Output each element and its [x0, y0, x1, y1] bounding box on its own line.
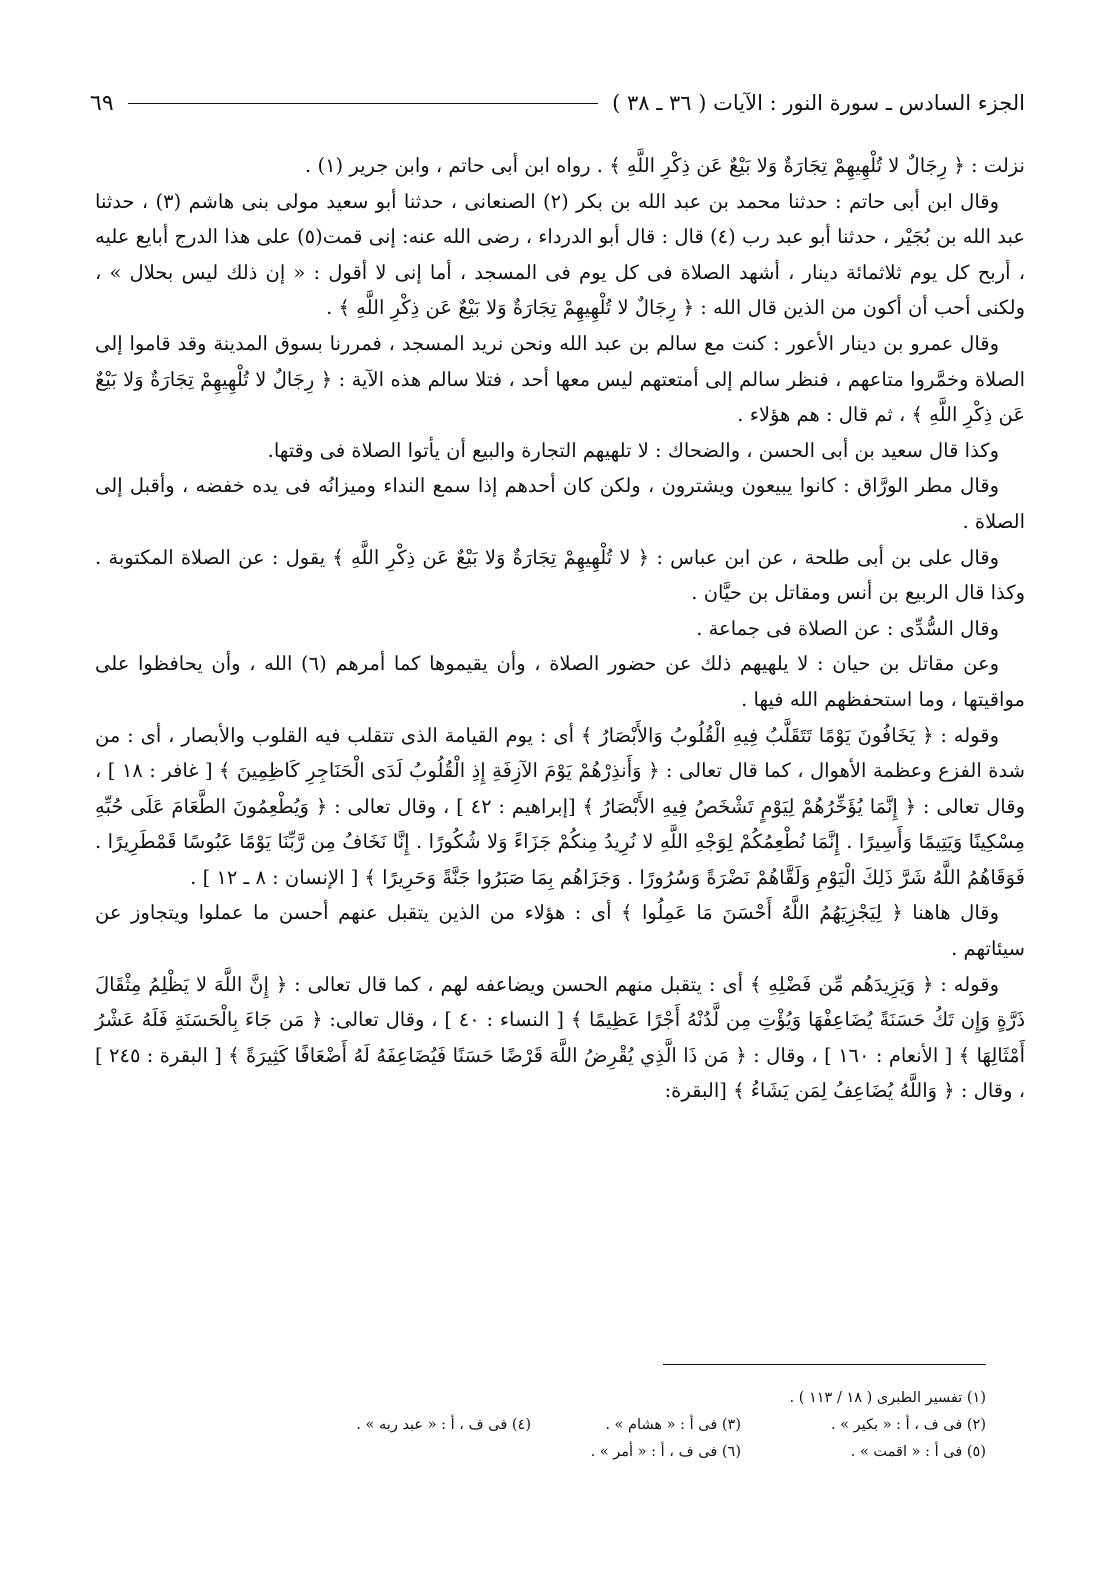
header-rule — [128, 103, 598, 104]
footnote-2: (٢) فى ف ، أ : « بكير » . — [830, 1417, 986, 1433]
page-number: ٦٩ — [90, 90, 114, 116]
running-header — [90, 86, 1025, 120]
paragraph: وقال عمرو بن دينار الأعور : كنت مع سالم بن عبد الله ونحن نريد المسجد ، فمررنا بسوق المدينة وقد قاموا إلى الصلاة وخمَّروا متاعهم ، فنظر سالم إلى أمتعتهم ليس معها أحد ، فتلا سالم هذه الآية : ﴿ رِجَالٌ لا تُلْهِيهِمْ تِجَارَةٌ وَلا بَيْعٌ عَن ذِكْرِ اللَّهِ ﴾ ، ثم قال : هم هؤلاء . — [95, 331, 1025, 427]
footnote-4: (٤) فى ف ، أ : « عبد ربه » . — [356, 1417, 531, 1433]
paragraph: وقال على بن أبى طلحة ، عن ابن عباس : ﴿ لا تُلْهِيهِمْ تِجَارَةٌ وَلا بَيْعٌ عَن ذِكْرِ اللَّهِ ﴾ يقول : عن الصلاة المكتوبة . وكذا قال الربيع بن أنس ومقاتل بن حيَّان . — [95, 545, 1025, 605]
footnotes — [270, 1385, 986, 1466]
footnote-6: (٦) فى ف ، أ : « أمر » . — [590, 1444, 741, 1460]
paragraph: وقوله : ﴿ وَيَزِيدَهُم مِّن فَضْلِهِ ﴾ أى : يتقبل منهم الحسن ويضاعفه لهم ، كما قال تعالى : ﴿ إِنَّ اللَّهَ لا يَظْلِمُ مِثْقَالَ ذَرَّةٍ وَإِن تَكُ حَسَنَةً يُضَاعِفْهَا وَيُؤْتِ مِن لَّدُنْهُ أَجْرًا عَظِيمًا ﴾ [ النساء : ٤٠ ] ، وقال تعالى: ﴿ مَن جَاءَ بِالْحَسَنَةِ فَلَهُ عَشْرُ أَمْثَالِهَا ﴾ [ الأنعام : ١٦٠ ] ، وقال : ﴿ مَن ذَا الَّذِي يُقْرِضُ اللَّهَ قَرْضًا حَسَنًا فَيُضَاعِفَهُ لَهُ أَضْعَافًا كَثِيرَةً ﴾ [ البقرة : ٢٤٥ ] ، وقال : ﴿ وَاللَّهُ يُضَاعِفُ لِمَن يَشَاءُ ﴾ [البقرة: — [95, 972, 1026, 1103]
paragraph: وكذا قال سعيد بن أبى الحسن ، والضحاك : لا تلهيهم التجارة والبيع أن يأتوا الصلاة فى وقتها. — [267, 438, 999, 462]
footnote-row — [270, 1439, 986, 1466]
body-text — [95, 148, 1025, 1109]
footnote-divider — [663, 1364, 986, 1365]
paragraph: وقال مطر الورَّاق : كانوا يبيعون ويشترون ، ولكن كان أحدهم إذا سمع النداء وميزانُه فى يده خفضه ، وأقبل إلى الصلاة . — [95, 474, 1025, 533]
header-title: الجزء السادس ـ سورة النور : الآيات ( ٣٦ ـ ٣٨ ) — [612, 91, 1025, 115]
paragraph: وقال السُّدِّى : عن الصلاة فى جماعة . — [696, 616, 999, 640]
paragraph: وقال ابن أبى حاتم : حدثنا محمد بن عبد الله بن بكر (٢) الصنعانى ، حدثنا أبو سعيد مولى بنى هاشم (٣) ، حدثنا عبد الله بن بُجَيْر ، حدثنا أبو عبد رب (٤) قال : قال أبو الدرداء ، رضى الله عنه: إنى قمت(٥) على هذا الدرج أبايع عليه ، أربح كل يوم ثلاثمائة دينار ، أشهد الصلاة فى كل يوم فى المسجد ، أما إنى لا أقول : « إن ذلك ليس بحلال » ، ولكنى أحب أن أكون من الذين قال الله : ﴿ رِجَالٌ لا تُلْهِيهِمْ تِجَارَةٌ وَلا بَيْعٌ عَن ذِكْرِ اللَّهِ ﴾ . — [95, 189, 1025, 320]
paragraph: وقال هاهنا ﴿ لِيَجْزِيَهُمُ اللَّهُ أَحْسَنَ مَا عَمِلُوا ﴾ أى : هؤلاء من الذين يتقبل عنهم أحسن ما عملوا ويتجاوز عن سيئاتهم . — [95, 901, 1025, 961]
footnote-row — [270, 1412, 986, 1439]
paragraph: وقوله : ﴿ يَخَافُونَ يَوْمًا تَتَقَلَّبُ فِيهِ الْقُلُوبُ وَالأَبْصَارُ ﴾ أى : يوم القيامة الذى تتقلب فيه القلوب والأبصار ، أى : من شدة الفزع وعظمة الأهوال ، كما قال تعالى : ﴿ وَأَنذِرْهُمْ يَوْمَ الآزِفَةِ إِذِ الْقُلُوبُ لَدَى الْحَنَاجِرِ كَاظِمِينَ ﴾ [ غافر : ١٨ ] ، وقال تعالى : ﴿ إِنَّمَا يُؤَخِّرُهُمْ لِيَوْمٍ تَشْخَصُ فِيهِ الأَبْصَارُ ﴾ [إبراهيم : ٤٢ ] ، وقال تعالى : ﴿ وَيُطْعِمُونَ الطَّعَامَ عَلَى حُبِّهِ مِسْكِينًا وَيَتِيمًا وَأَسِيرًا . إِنَّمَا نُطْعِمُكُمْ لِوَجْهِ اللَّهِ لا نُرِيدُ مِنكُمْ جَزَاءً وَلا شُكُورًا . إِنَّا نَخَافُ مِن رَّبِّنَا يَوْمًا عَبُوسًا قَمْطَرِيرًا . فَوَقَاهُمُ اللَّهُ شَرَّ ذَلِكَ الْيَوْمِ وَلَقَّاهُمْ نَضْرَةً وَسُرُورًا . وَجَزَاهُم بِمَا صَبَرُوا جَنَّةً وَحَرِيرًا ﴾ [ الإنسان : ٨ ـ ١٢ ] . — [95, 723, 1025, 889]
footnote-1: (١) تفسير الطبرى ( ١٨ / ١١٣ ) . — [789, 1390, 986, 1406]
footnote-3: (٣) فى أ : « هشام » . — [605, 1417, 741, 1433]
paragraph: نزلت : ﴿ رِجَالٌ لا تُلْهِيهِمْ تِجَارَةٌ وَلا بَيْعٌ عَن ذِكْرِ اللَّهِ ﴾ . رواه ابن أبى حاتم ، وابن جرير (١) . — [305, 154, 1025, 177]
footnote-row — [270, 1385, 986, 1412]
footnote-5: (٥) فى أ : « اقمت » . — [850, 1444, 986, 1460]
paragraph: وعن مقاتل بن حيان : لا يلهيهم ذلك عن حضور الصلاة ، وأن يقيموها كما أمرهم (٦) الله ، وأن يحافظوا على مواقيتها ، وما استحفظهم الله فيها . — [95, 652, 1025, 711]
